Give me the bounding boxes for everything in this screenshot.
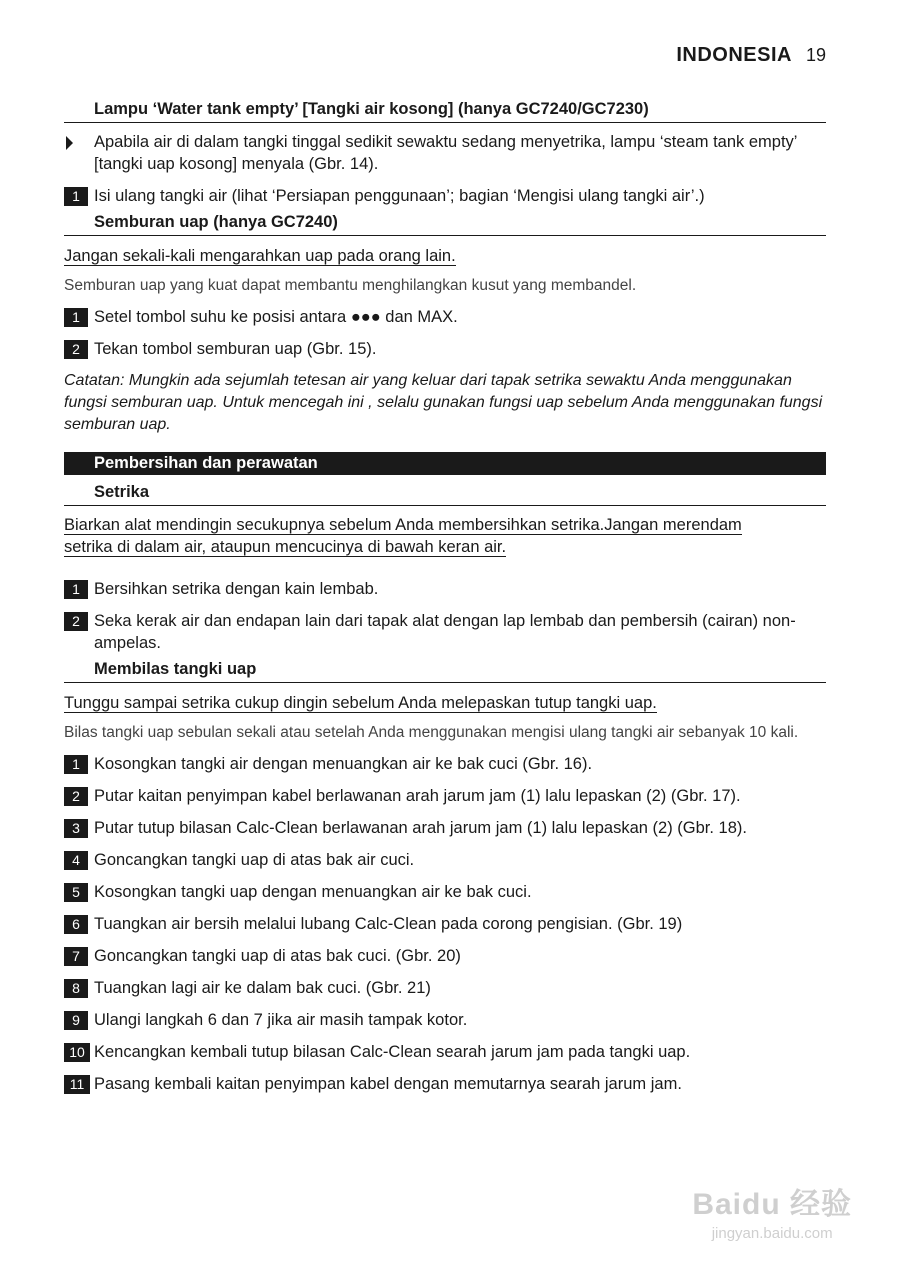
section-title-steam-burst: Semburan uap (hanya GC7240)	[64, 213, 826, 236]
step-text: Putar kaitan penyimpan kabel berlawanan arah jarum jam (1) lalu lepaskan (2) (Gbr. 17).	[94, 787, 741, 805]
step-number: 1	[64, 580, 88, 599]
step-item	[64, 306, 826, 328]
step-text: Kosongkan tangki air dengan menuangkan air ke bak cuci (Gbr. 16).	[94, 755, 593, 773]
step-text: Isi ulang tangki air (lihat ‘Persiapan penggunaan’; bagian ‘Mengisi ulang tangki air’.)	[94, 187, 705, 205]
step-number: 8	[64, 979, 88, 998]
page-number: 19	[805, 45, 826, 65]
page-content	[64, 100, 826, 1095]
step-text: Pasang kembali kaitan penyimpan kabel dengan memutarnya searah jarum jam.	[94, 1075, 682, 1093]
step-number: 1	[64, 755, 88, 774]
step-text: Tekan tombol semburan uap (Gbr. 15).	[94, 340, 377, 358]
step-text: Tuangkan air bersih melalui lubang Calc-Clean pada corong pengisian. (Gbr. 19)	[94, 915, 683, 933]
step-item	[64, 913, 826, 935]
section-title-iron: Setrika	[64, 483, 826, 506]
step-number: 4	[64, 851, 88, 870]
baidu-watermark	[692, 1179, 852, 1242]
step-item	[64, 753, 826, 775]
step-item	[64, 849, 826, 871]
watermark-logo: Baidu 经验	[692, 1188, 852, 1221]
step-number: 5	[64, 883, 88, 902]
section-title-rinse: Membilas tangki uap	[64, 660, 826, 683]
warning-line: Biarkan alat mendingin secukupnya sebelum Anda membersihkan setrika.Jangan merendam	[64, 516, 742, 534]
rinse-steps-list	[64, 753, 826, 1095]
section-title-water-tank: Lampu ‘Water tank empty’ [Tangki air kosong] (hanya GC7240/GC7230)	[64, 100, 826, 123]
step-text: Kosongkan tangki uap dengan menuangkan air ke bak cuci.	[94, 883, 532, 901]
page-header	[676, 44, 826, 67]
step-number: 1	[64, 187, 88, 206]
language-label: INDONESIA	[676, 44, 792, 66]
step-item	[64, 1009, 826, 1031]
step-number: 9	[64, 1011, 88, 1030]
bullet-item	[64, 131, 826, 175]
step-number: 1	[64, 308, 88, 327]
step-item	[64, 338, 826, 360]
step-text: Bersihkan setrika dengan kain lembab.	[94, 580, 379, 598]
step-number: 7	[64, 947, 88, 966]
step-text: Tuangkan lagi air ke dalam bak cuci. (Gbr. 21)	[94, 979, 431, 997]
step-item	[64, 817, 826, 839]
step-item	[64, 1073, 826, 1095]
step-item	[64, 610, 826, 654]
warning-line: Tunggu sampai setrika cukup dingin sebelum Anda melepaskan tutup tangki uap.	[64, 694, 657, 712]
warning-text	[64, 692, 826, 714]
step-text: Goncangkan tangki uap di atas bak air cuci.	[94, 851, 415, 869]
step-text: Ulangi langkah 6 dan 7 jika air masih tampak kotor.	[94, 1011, 468, 1029]
bullet-text: Apabila air di dalam tangki tinggal sedikit sewaktu sedang menyetrika, lampu ‘steam tank empty’ [tangki uap kosong] menyala (Gbr. 14).	[94, 133, 797, 173]
step-text: Seka kerak air dan endapan lain dari tapak alat dengan lap lembab dan pembersih (cairan) non-ampelas.	[94, 612, 796, 652]
step-number: 6	[64, 915, 88, 934]
bullet-triangle-icon	[66, 136, 73, 150]
step-text: Goncangkan tangki uap di atas bak cuci. (Gbr. 20)	[94, 947, 461, 965]
step-text: Setel tombol suhu ke posisi antara ●●● dan MAX.	[94, 308, 458, 326]
step-item	[64, 945, 826, 967]
step-number: 11	[64, 1075, 90, 1094]
step-item	[64, 185, 826, 207]
watermark-url: jingyan.baidu.com	[711, 1225, 833, 1242]
step-item	[64, 1041, 826, 1063]
step-item	[64, 977, 826, 999]
step-text: Putar tutup bilasan Calc-Clean berlawanan arah jarum jam (1) lalu lepaskan (2) (Gbr. 18).	[94, 819, 747, 837]
step-item	[64, 578, 826, 600]
step-number: 3	[64, 819, 88, 838]
warning-text	[64, 514, 826, 558]
warning-line: setrika di dalam air, ataupun mencucinya di bawah keran air.	[64, 538, 507, 556]
step-item	[64, 785, 826, 807]
info-text: Semburan uap yang kuat dapat membantu menghilangkan kusut yang membandel.	[64, 277, 637, 294]
step-item	[64, 881, 826, 903]
step-text: Kencangkan kembali tutup bilasan Calc-Clean searah jarum jam pada tangki uap.	[94, 1043, 691, 1061]
warning-text	[64, 245, 826, 267]
note-text: Catatan: Mungkin ada sejumlah tetesan air yang keluar dari tapak setrika sewaktu Anda menggunakan fungsi semburan uap. Untuk mencegah ini , selalu gunakan fungsi uap sebelum Anda menggunakan fungsi semburan uap.	[64, 372, 823, 433]
warning-line: Jangan sekali-kali mengarahkan uap pada orang lain.	[64, 247, 456, 265]
section-bar-cleaning: Pembersihan dan perawatan	[64, 452, 826, 475]
info-text: Bilas tangki uap sebulan sekali atau setelah Anda menggunakan mengisi ulang tangki air sebanyak 10 kali.	[64, 724, 799, 741]
step-number: 2	[64, 612, 88, 631]
step-number: 2	[64, 787, 88, 806]
step-number: 10	[64, 1043, 90, 1062]
step-number: 2	[64, 340, 88, 359]
